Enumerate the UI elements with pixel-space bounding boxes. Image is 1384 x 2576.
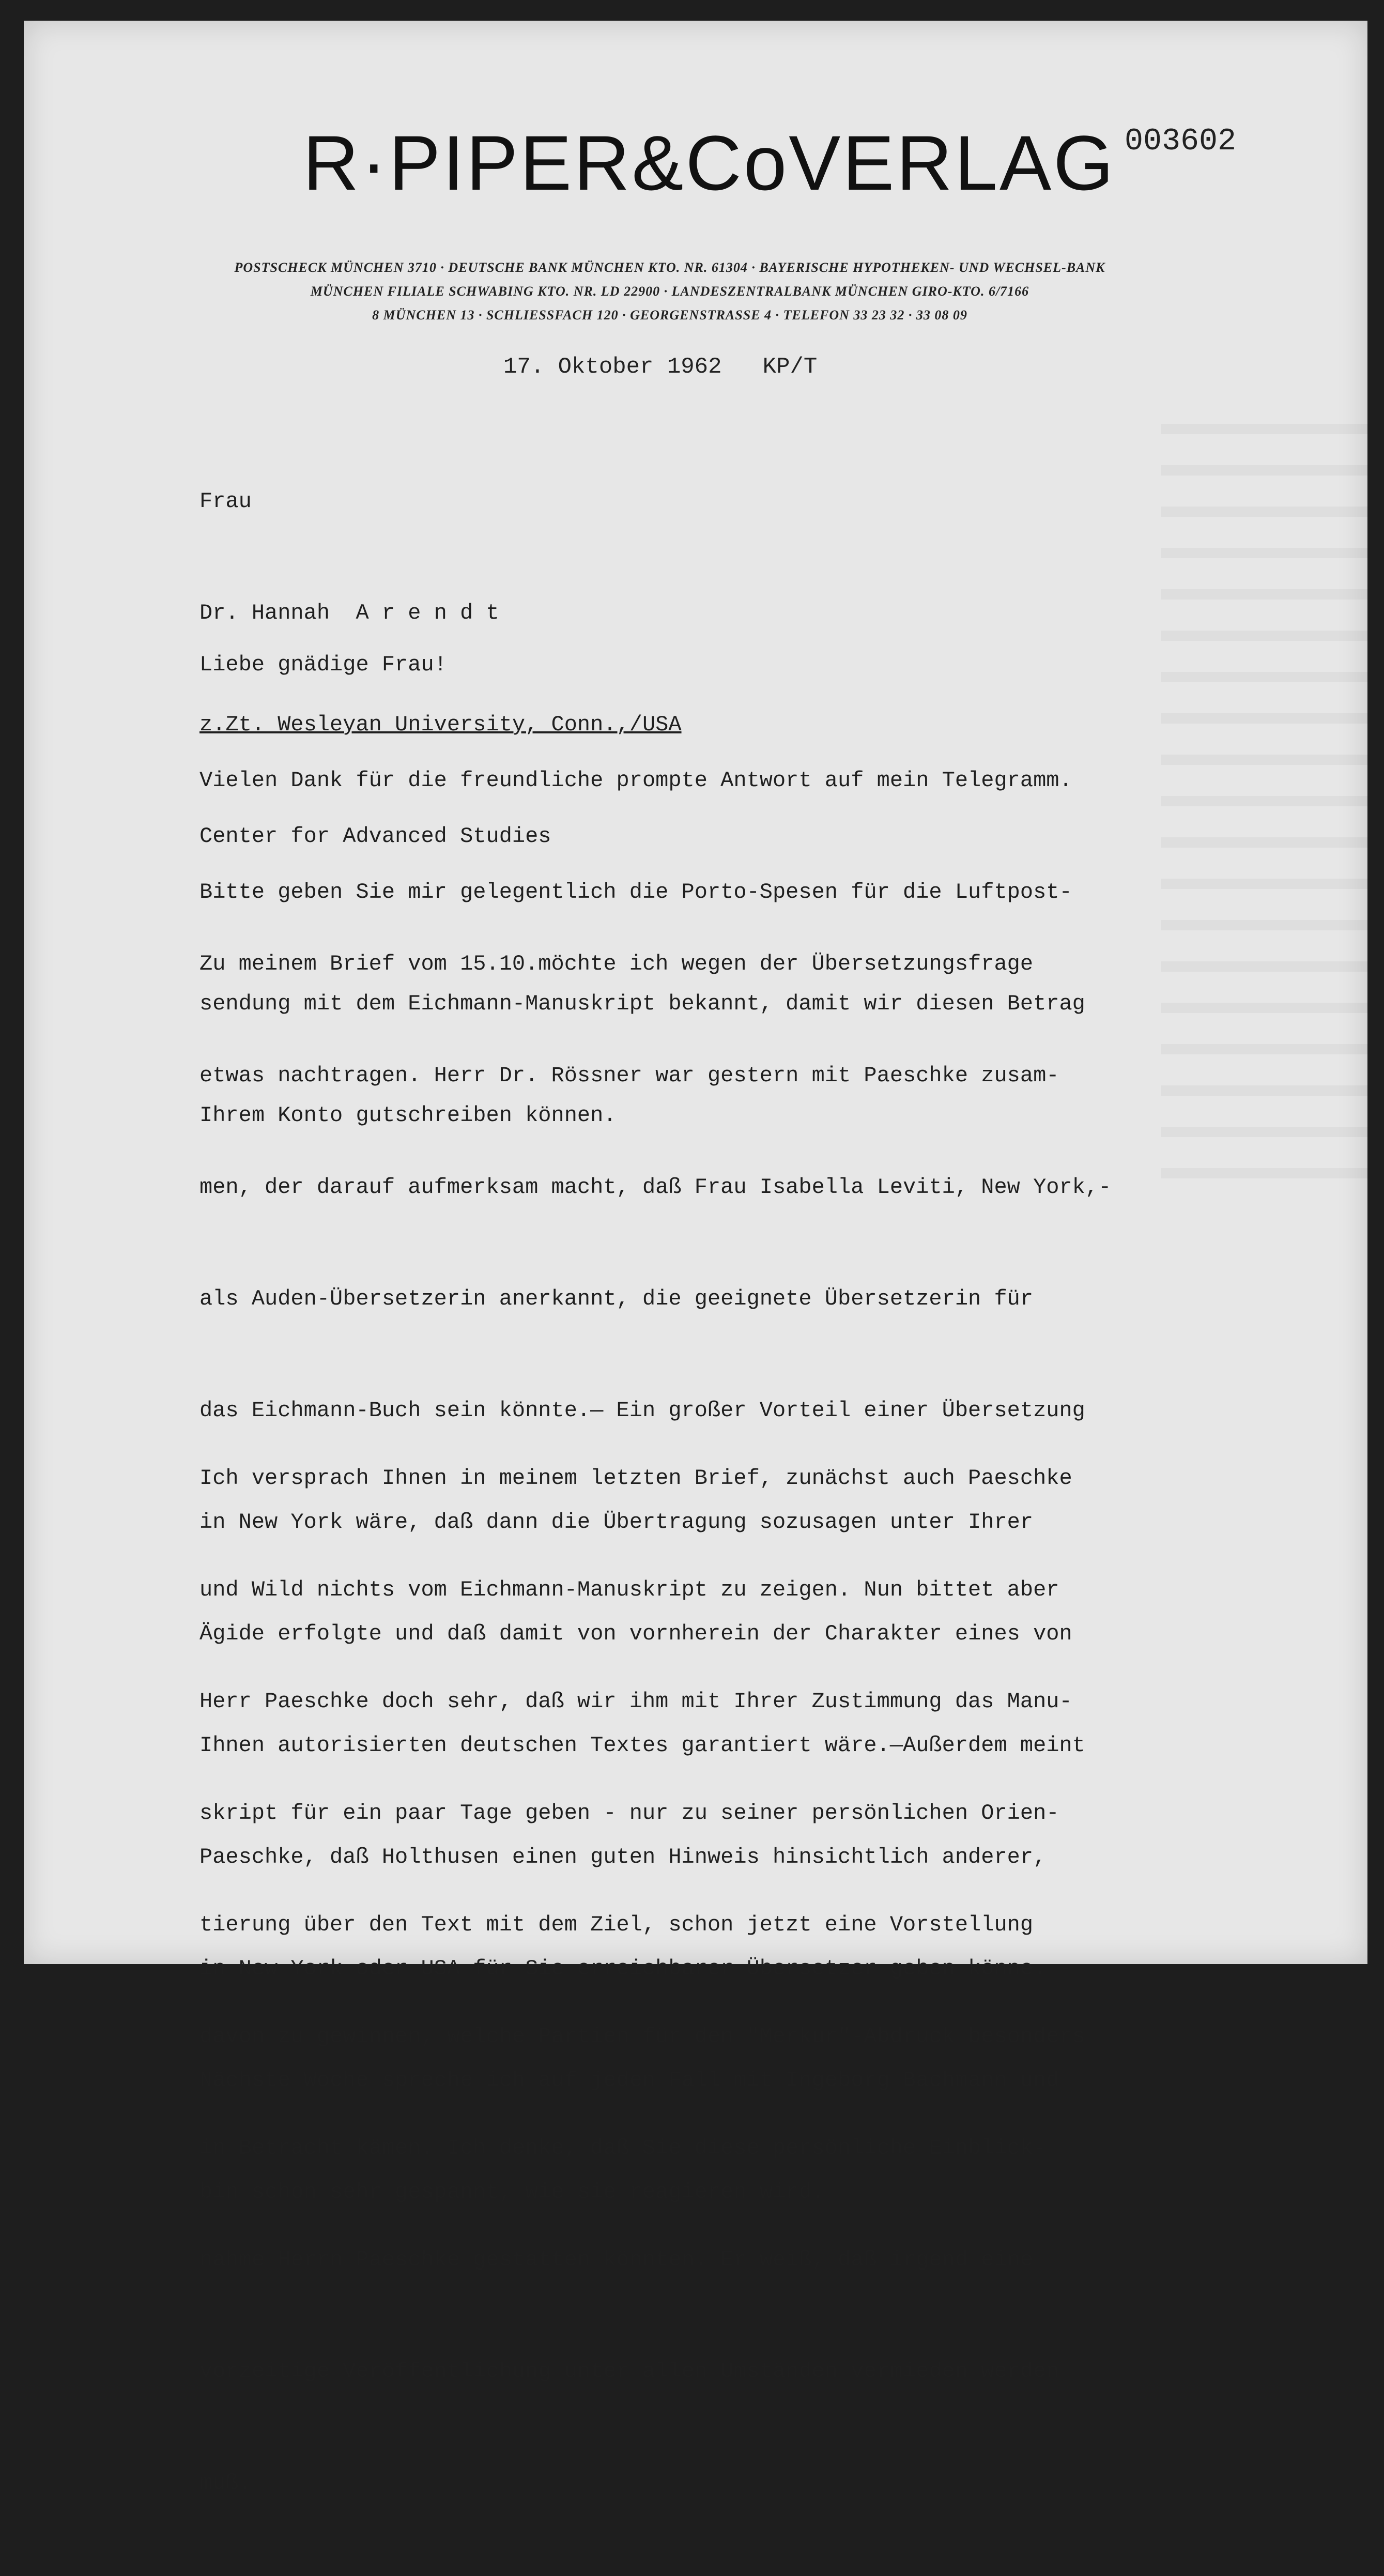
text-line: vorzeitige Veröffentlichung unter allen Umständen vermieden werden <box>199 2359 1059 2384</box>
text-line: in New York wäre, daß dann die Übertragung sozusagen unter Ihrer <box>199 1510 1034 1535</box>
text-line: nahme Herrn Paeschke gestatten könnten. Er weiß, daß irgend eine <box>199 2247 1034 2272</box>
text-line: Vielen Dank für die freundliche prompte Antwort auf mein Telegramm. <box>199 768 1072 793</box>
text-line: das Eichmann-Buch sein könnte.— Ein großer Vorteil einer Übersetzung <box>199 1398 1085 1423</box>
address-line: Dr. Hannah A r e n d t <box>199 601 499 625</box>
text-line: Paeschke, daß Holthusen einen guten Hinweis hinsichtlich anderer, <box>199 1845 1047 1869</box>
text-line: in New York oder USA für Sie erreichbarer Übersetzer geben könne. - <box>199 1956 1072 1981</box>
document-number: 003602 <box>1125 124 1237 159</box>
text-line: Ihrem Konto gutschreiben können. <box>199 1103 617 1128</box>
text-line: Ich versprach Ihnen in meinem letzten Brief, zunächst auch Paeschke <box>199 1466 1072 1491</box>
text-line: muß. <box>199 2471 252 2495</box>
text-line: davon zu gewinnen, welche Partien für den "Merkur"-Abdruck besonders <box>199 2024 1085 2049</box>
letter-date: 17. Oktober 1962 KP/T <box>503 354 818 380</box>
publisher-logo: R·PIPER&CoVERLAG <box>303 119 1116 206</box>
imprint-line: MÜNCHEN FILIALE SCHWABING KTO. NR. LD 22900 · LANDESZENTRALBANK MÜNCHEN GIRO-KTO. 6/7166 <box>310 284 1029 299</box>
address-line: z.Zt. Wesleyan University, Conn.,/USA <box>199 712 682 737</box>
text-line: tierung über den Text mit dem Ziel, schon jetzt eine Vorstellung <box>199 1912 1034 1937</box>
letter-page <box>24 21 1367 2495</box>
text-line: Bitte geben Sie mir gelegentlich die Porto-Spesen für die Luftpost- <box>199 880 1072 904</box>
salutation: Liebe gnädige Frau! <box>199 652 447 677</box>
text-line: Zu meinem Brief vom 15.10.möchte ich wegen der Übersetzungsfrage <box>199 952 1034 976</box>
paragraph <box>199 1385 1085 2576</box>
show-through-shadow <box>1161 424 1367 1199</box>
text-line: etwas nachtragen. Herr Dr. Rössner war gestern mit Paeschke zusam- <box>199 1063 1059 1088</box>
imprint-line: 8 MÜNCHEN 13 · SCHLIESSFACH 120 · GEORGENSTRASSE 4 · TELEFON 33 23 32 · 33 08 09 <box>372 308 967 323</box>
text-line: Ägide erfolgte und daß damit von vornherein der Charakter eines von <box>199 1621 1072 1646</box>
text-line: sendung mit dem Eichmann-Manuskript bekannt, damit wir diesen Betrag <box>199 991 1085 1016</box>
text-line: und Wild nichts vom Eichmann-Manuskript zu zeigen. Nun bittet aber <box>199 1577 1059 1602</box>
address-line: Frau <box>199 489 252 514</box>
text-line: Ihnen autorisierten deutschen Textes garantiert wäre.—Außerdem meint <box>199 1733 1085 1758</box>
text-line: men, der darauf aufmerksam macht, daß Frau Isabella Leviti, New York,- <box>199 1175 1112 1200</box>
text-line: als Auden-Übersetzerin anerkannt, die geeignete Übersetzerin für <box>199 1286 1034 1311</box>
text-line: Herr Paeschke doch sehr, daß wir ihm mit Ihrer Zustimmung das Manu- <box>199 1689 1072 1714</box>
text-line: in Betracht kämen. Ich denke, daß Sie diese persönliche Einblick- <box>199 2136 1047 2160</box>
letterhead-imprint <box>163 256 1176 327</box>
imprint-line: POSTSCHECK MÜNCHEN 3710 · DEUTSCHE BANK MÜNCHEN KTO. NR. 61304 · BAYERISCHE HYPOTHEKEN- UND WECHSEL-BANK <box>234 260 1105 275</box>
text-line: skript für ein paar Tage geben - nur zu seiner persönlichen Orien- <box>199 1801 1059 1826</box>
address-line: Center for Advanced Studies <box>199 824 551 849</box>
text-line: Nächste Woche spreche ich auf jeden Fall mit Ingeborg Bachmann und <box>199 2068 1059 2093</box>
text-line: bin schon sehr gespannt, wie sie reagieren wird. <box>199 2180 825 2204</box>
